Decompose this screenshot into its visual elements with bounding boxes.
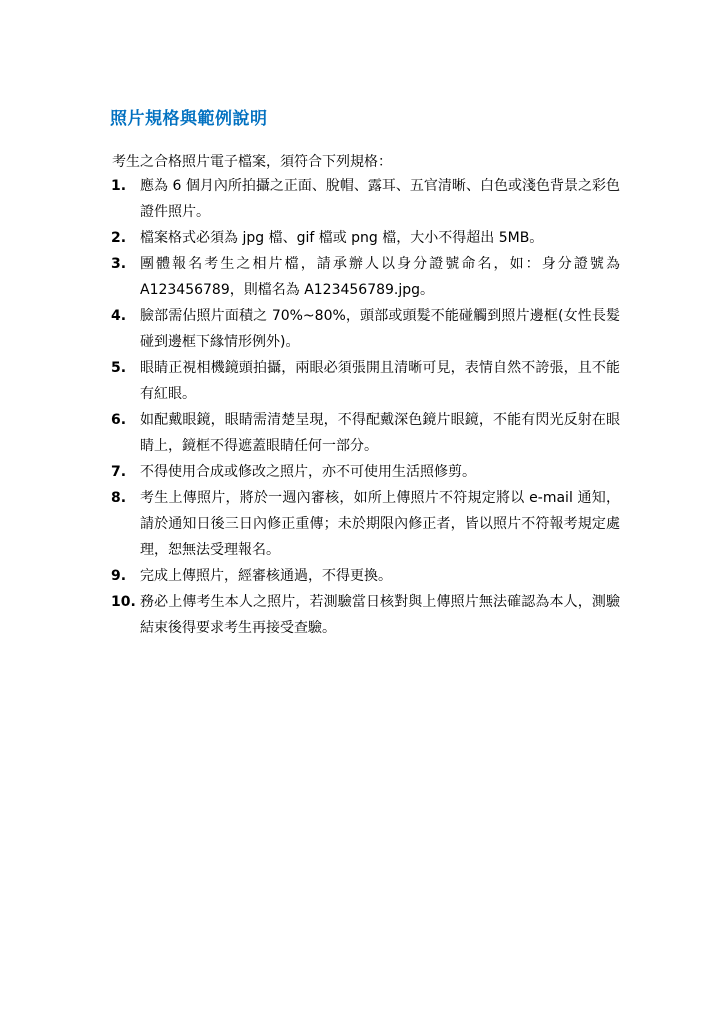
rule-number: 1. — [111, 178, 127, 194]
rule-item — [108, 173, 620, 225]
rule-item — [108, 485, 620, 563]
rule-item — [108, 459, 620, 485]
rule-item — [108, 563, 620, 589]
rule-item — [108, 251, 620, 303]
rule-text: 考生上傳照片，將於一週內審核，如所上傳照片不符規定將以 e-mail 通知，請於通知日後三日內修正重傳；未於期限內修正者，皆以照片不符報考規定處理，恕無法受理報名。 — [140, 490, 620, 558]
rule-number: 3. — [111, 256, 127, 272]
rules-list — [108, 173, 620, 641]
intro-text: 考生之合格照片電子檔案，須符合下列規格： — [112, 154, 392, 170]
rule-item — [108, 355, 620, 407]
rule-number: 6. — [111, 412, 127, 428]
rule-text: 檔案格式必須為 jpg 檔、gif 檔或 png 檔，大小不得超出 5MB。 — [140, 230, 544, 246]
rule-text: 完成上傳照片，經審核通過，不得更換。 — [140, 568, 392, 584]
rule-text: 應為 6 個月內所拍攝之正面、脫帽、露耳、五官清晰、白色或淺色背景之彩色證件照片。 — [140, 178, 620, 220]
rule-text: 團體報名考生之相片檔，請承辦人以身分證號命名，如：身分證號為 A123456789，則檔名為 A123456789.jpg。 — [140, 256, 620, 298]
rule-text: 眼睛正視相機鏡頭拍攝，兩眼必須張開且清晰可見，表情自然不誇張，且不能有紅眼。 — [140, 360, 620, 402]
page-title: 照片規格與範例說明 — [110, 109, 268, 129]
rule-item — [108, 589, 620, 641]
rule-item — [108, 225, 620, 251]
rule-number: 10. — [111, 594, 136, 610]
rule-number: 8. — [111, 490, 127, 506]
rule-text: 臉部需佔照片面積之 70%~80%，頭部或頭髮不能碰觸到照片邊框(女性長髮碰到邊框下緣情形例外)。 — [140, 308, 620, 350]
rule-item — [108, 303, 620, 355]
rule-number: 4. — [111, 308, 127, 324]
rule-number: 5. — [111, 360, 127, 376]
rule-number: 9. — [111, 568, 127, 584]
rule-number: 2. — [111, 230, 127, 246]
rule-number: 7. — [111, 464, 127, 480]
rule-text: 不得使用合成或修改之照片，亦不可使用生活照修剪。 — [140, 464, 476, 480]
rule-item — [108, 407, 620, 459]
rule-text: 務必上傳考生本人之照片，若測驗當日核對與上傳照片無法確認為本人，測驗結束後得要求考生再接受查驗。 — [140, 594, 620, 636]
rule-text: 如配戴眼鏡，眼睛需清楚呈現，不得配戴深色鏡片眼鏡，不能有閃光反射在眼睛上，鏡框不得遮蓋眼睛任何一部分。 — [140, 412, 620, 454]
